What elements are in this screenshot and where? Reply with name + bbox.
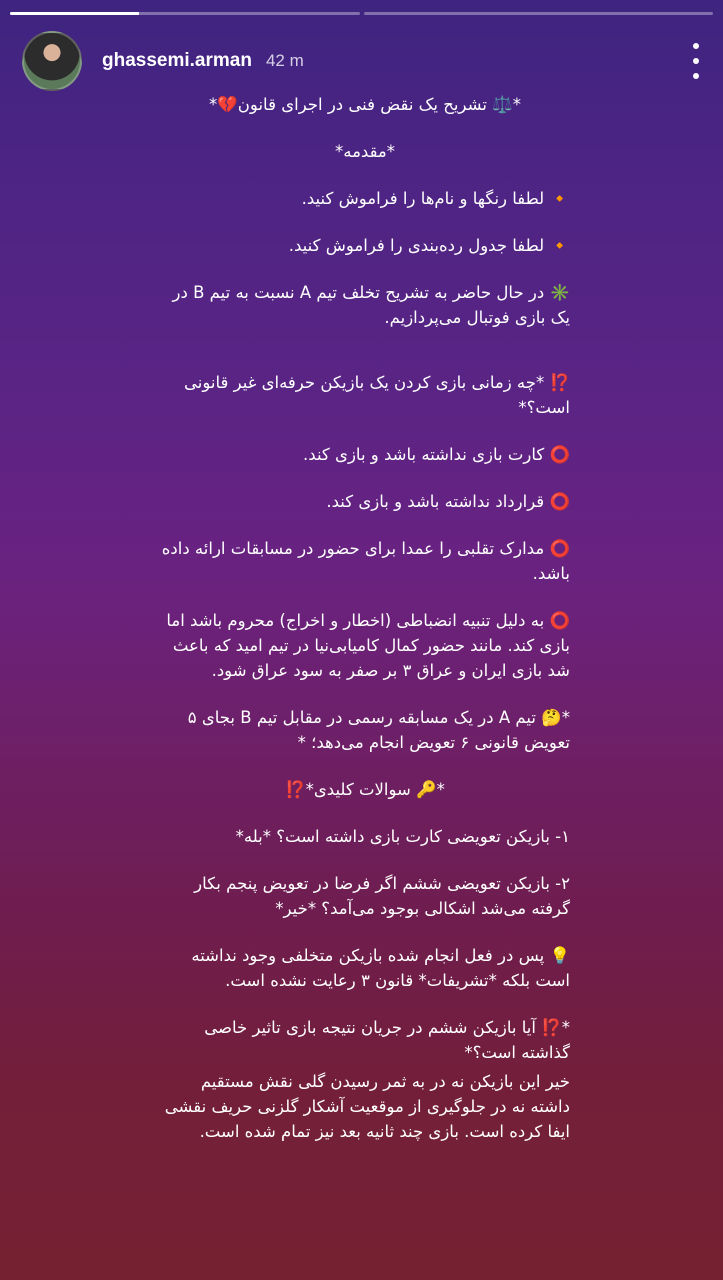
avatar[interactable]	[22, 31, 82, 91]
dot	[693, 73, 699, 79]
intro-heading: *مقدمه*	[334, 142, 396, 161]
note-2: 🔸 لطفا جدول رده‌بندی را فراموش کنید.	[288, 236, 570, 255]
case-4: ⭕ به دلیل تنبیه انضباطی (اخطار و اخراج) محروم باشد اما بازی کند. مانند حضور کمال کامیابی‌نیا در تیم امید که باعث شد بازی ایران و عراق ۳ بر صفر به سود عراق شود.	[166, 611, 570, 680]
final-answer: خیر این بازیکن نه در به ثمر رسیدن گلی نقش مستقیم داشته نه در جلوگیری از موقعیت آشکار گلزنی حریف نقشی ایفا کرده است. بازی چند ثانیه بعد نیز تمام شده است.	[164, 1072, 570, 1141]
scenario: *🤔 تیم A در یک مسابقه رسمی در مقابل تیم B بجای ۵ تعویض قانونی ۶ تعویض انجام می‌دهد؛ *	[187, 708, 570, 752]
note-1: 🔸 لطفا رنگها و نام‌ها را فراموش کنید.	[301, 189, 570, 208]
case-3: ⭕ مدارک تقلبی را عمدا برای حضور در مسابقات ارائه داده باشد.	[161, 539, 570, 583]
story-header	[22, 32, 703, 90]
title-line: *⚖️ تشریح یک نقض فنی در اجرای قانون💔*	[209, 95, 521, 114]
question-heading: ⁉️ *چه زمانی بازی کردن یک بازیکن حرفه‌ای غیر قانونی است؟*	[184, 373, 570, 417]
dot	[693, 58, 699, 64]
dot	[693, 43, 699, 49]
intro-paragraph: ✳️ در حال حاضر به تشریح تخلف تیم A نسبت به تیم B در یک بازی فوتبال می‌پردازیم.	[172, 283, 570, 327]
final-question: *⁉️ آیا بازیکن ششم در جریان نتیجه بازی تاثیر خاصی گذاشته است؟*	[204, 1018, 570, 1062]
case-1: ⭕ کارت بازی نداشته باشد و بازی کند.	[303, 445, 570, 464]
progress-segment-1	[10, 12, 360, 15]
post-time: 42 m	[265, 51, 304, 70]
more-options-icon[interactable]	[689, 43, 703, 79]
key-question-1: ۱- بازیکن تعویضی کارت بازی داشته است؟ *بله*	[235, 827, 570, 846]
key-question-2: ۲- بازیکن تعویضی ششم اگر فرضا در تعویض پنجم بکار گرفته می‌شد اشکالی بوجود می‌آمد؟ *خیر*	[194, 874, 570, 918]
story-progress	[10, 12, 713, 15]
key-questions-heading: *🔑 سوالات کلیدی*⁉️	[285, 780, 445, 799]
conclusion: 💡 پس در فعل انجام شده بازیکن متخلفی وجود نداشته است بلکه *تشریفات* قانون ۳ رعایت نشده است.	[191, 946, 570, 990]
username[interactable]: ghassemi.arman	[102, 50, 252, 71]
case-2: ⭕ قرارداد نداشته باشد و بازی کند.	[326, 492, 570, 511]
progress-segment-2	[364, 12, 714, 15]
story-text	[160, 88, 570, 1144]
